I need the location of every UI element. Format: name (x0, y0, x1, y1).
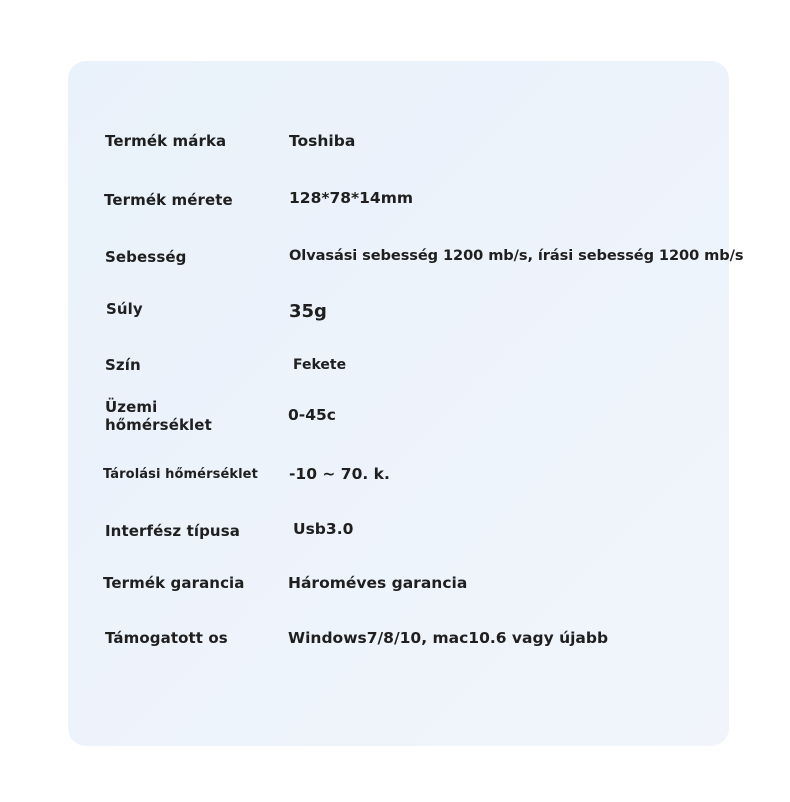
spec-value-operating-temp: 0-45c (288, 406, 336, 424)
spec-label-size: Termék mérete (104, 191, 233, 209)
spec-value-size: 128*78*14mm (289, 189, 414, 207)
spec-label-storage-temp: Tárolási hőmérséklet (103, 467, 258, 482)
spec-value-interface: Usb3.0 (293, 520, 354, 538)
spec-label-color: Szín (105, 356, 141, 374)
spec-label-supported-os: Támogatott os (105, 629, 228, 647)
spec-value-warranty: Hároméves garancia (288, 574, 468, 592)
spec-value-speed: Olvasási sebesség 1200 mb/s, írási sebesség 1200 mb/s (289, 247, 744, 264)
spec-label-weight: Súly (106, 300, 143, 318)
spec-value-weight: 35g (289, 301, 327, 322)
spec-label-speed: Sebesség (105, 248, 187, 266)
spec-value-storage-temp: -10 ~ 70. k. (289, 465, 390, 483)
spec-label-interface: Interfész típusa (105, 522, 240, 540)
spec-label-operating-temp: Üzemi hőmérséklet (105, 398, 212, 434)
spec-value-brand: Toshiba (289, 132, 356, 150)
spec-value-supported-os: Windows7/8/10, mac10.6 vagy újabb (288, 629, 609, 647)
spec-label-brand: Termék márka (105, 132, 227, 150)
spec-label-warranty: Termék garancia (103, 574, 245, 592)
spec-value-color: Fekete (293, 357, 347, 373)
